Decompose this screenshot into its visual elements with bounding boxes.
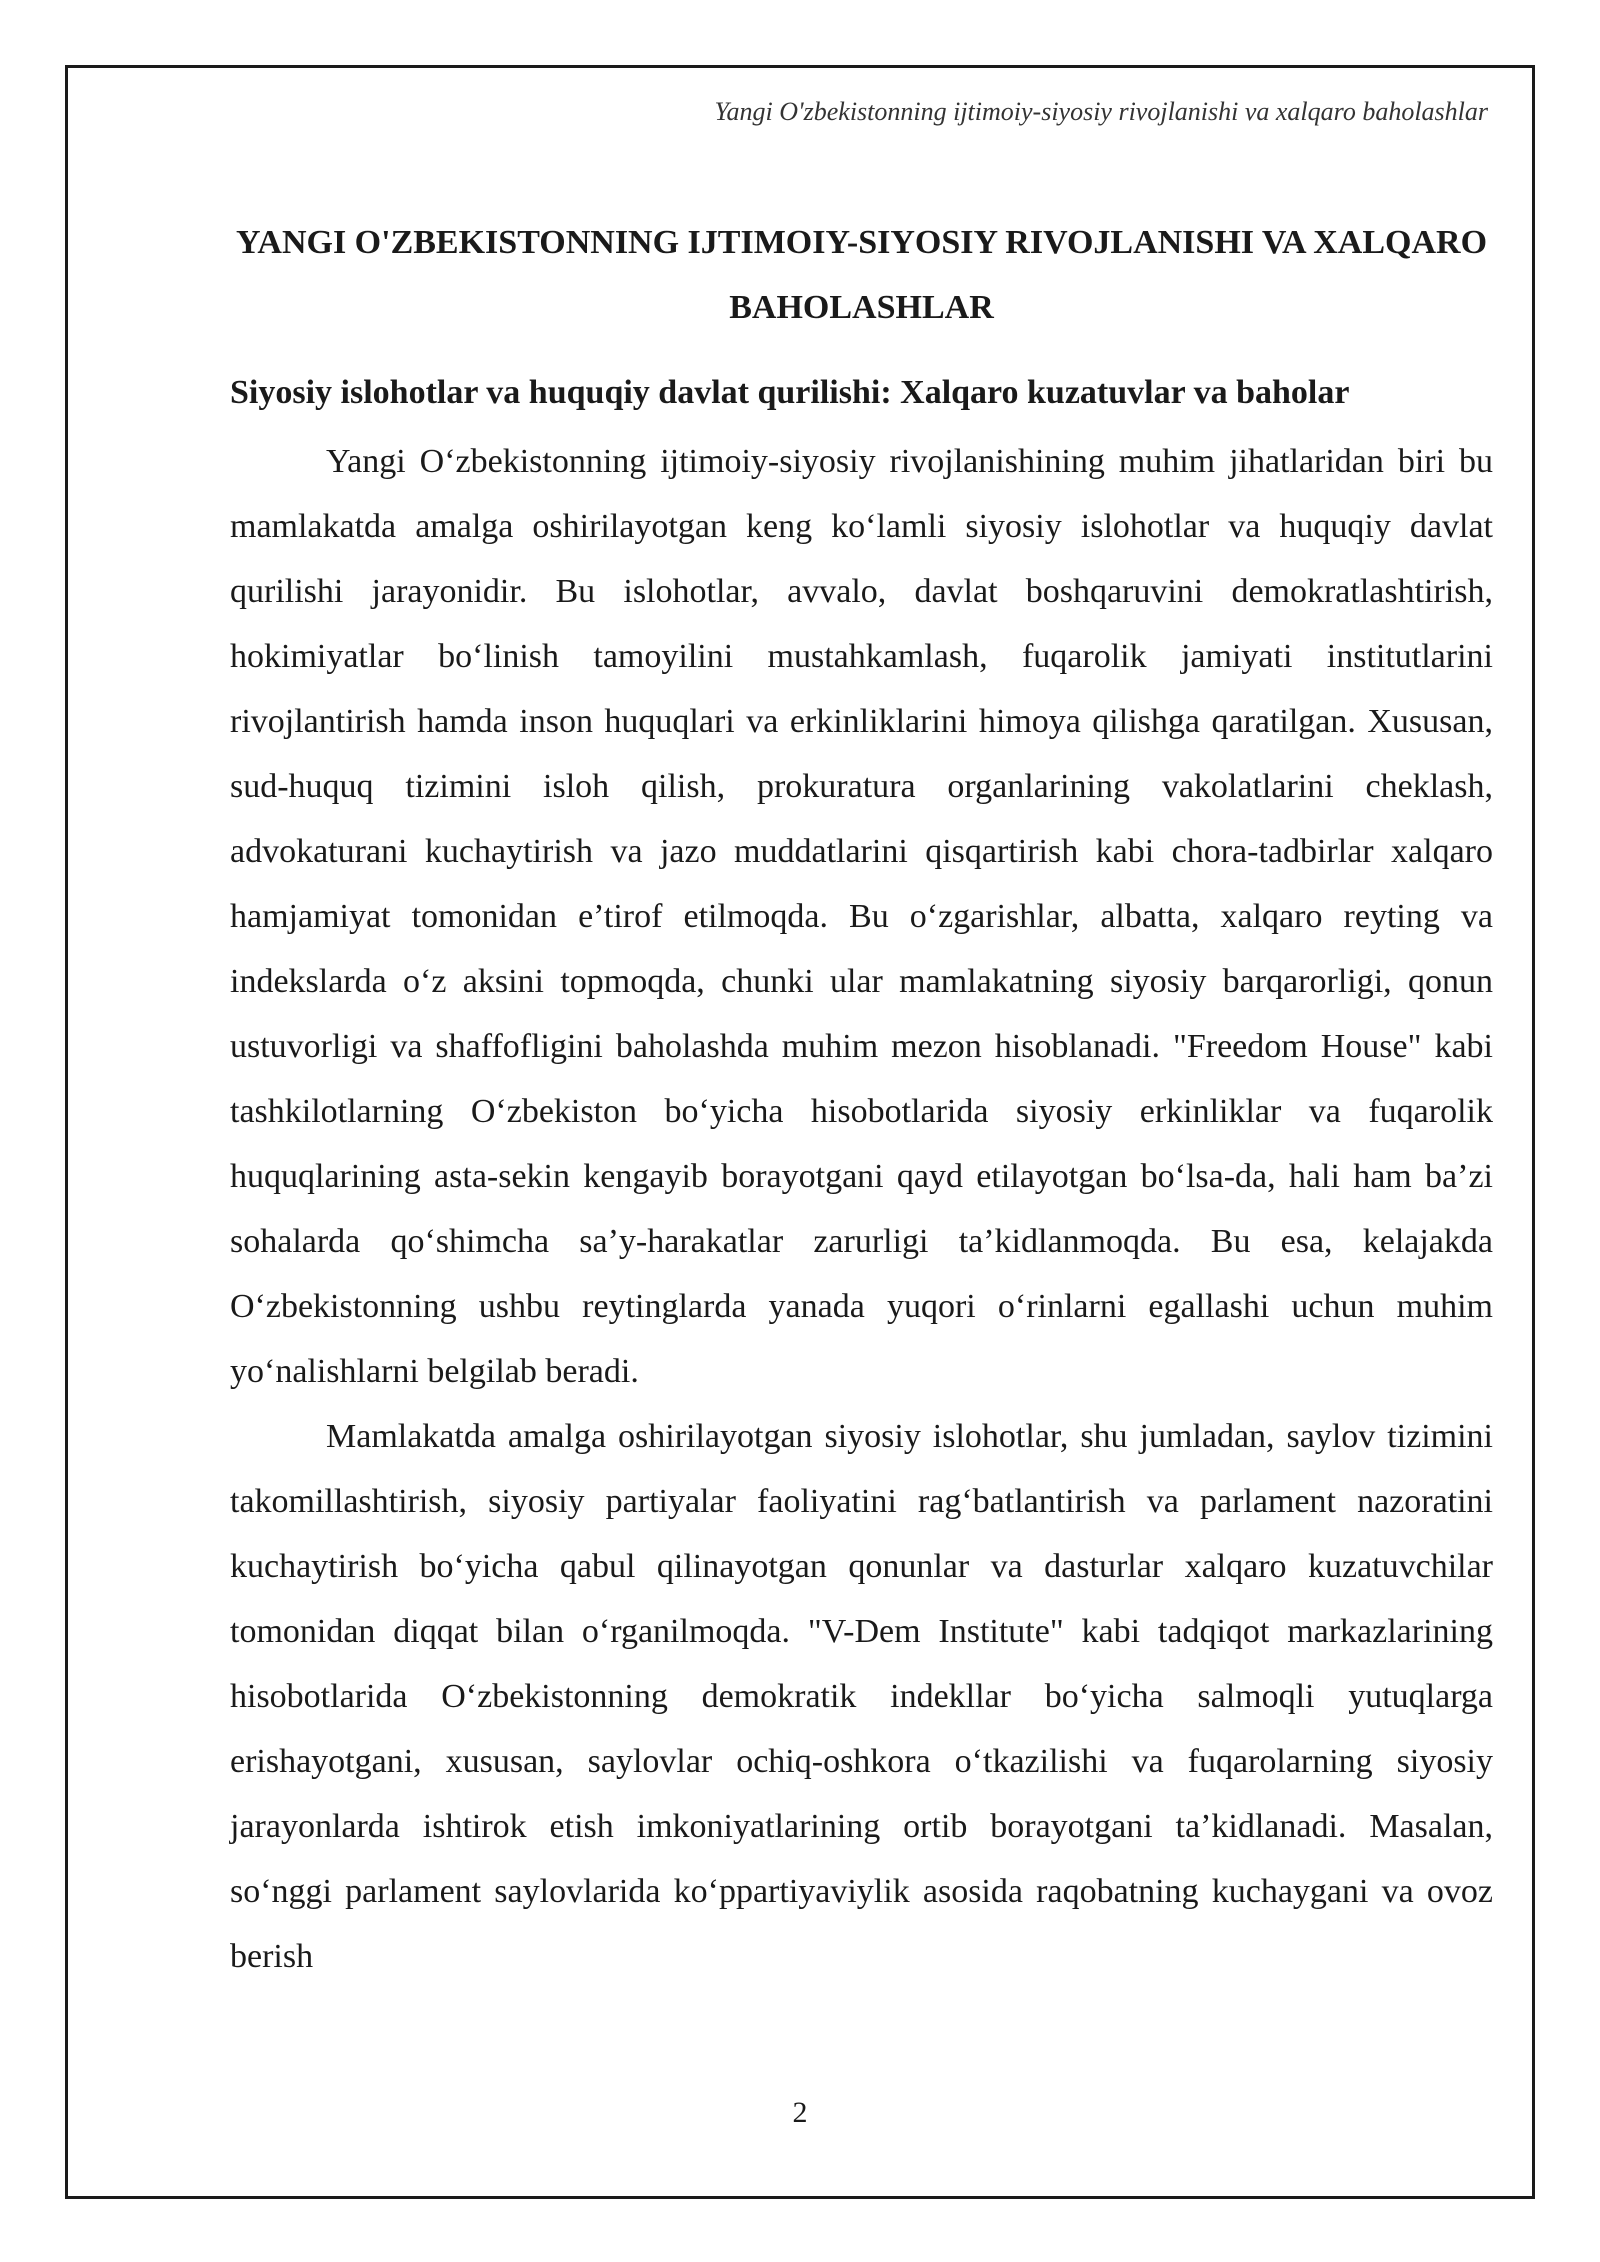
- section-heading: Siyosiy islohotlar va huquqiy davlat qurilishi: Xalqaro kuzatuvlar va baholar: [230, 374, 1350, 411]
- document-title: YANGI O'ZBEKISTONNING IJTIMOIY-SIYOSIY RIVOJLANISHI VA XALQARO BAHOLASHLAR: [235, 224, 1488, 326]
- paragraph-1: Yangi O‘zbekistonning ijtimoiy-siyosiy rivojlanishining muhim jihatlaridan biri bu mamlakatda amalga oshirilayotgan keng ko‘lamli siyosiy islohotlar va huquqiy davlat qurilishi jarayonidir. Bu islohotlar, avvalo, davlat boshqaruvini demokratlashtirish, hokimiyatlar bo‘linish tamoyilini mustahkamlash, fuqarolik jamiyati institutlarini rivojlantirish hamda inson huquqlari va erkinliklarini himoya qilishga qaratilgan. Xususan, sud-huquq tizimini isloh qilish, prokuratura organlarining vakolatlarini cheklash, advokaturani kuchaytirish va jazo muddatlarini qisqartirish kabi chora-tadbirlar xalqaro hamjamiyat tomonidan e’tirof etilmoqda. Bu o‘zgarishlar, albatta, xalqaro reyting va indekslarda o‘z aksini topmoqda, chunki ular mamlakatning siyosiy barqarorligi, qonun ustuvorligi va shaffofligini baholashda muhim mezon hisoblanadi. "Freedom House" kabi tashkilotlarning O‘zbekiston bo‘yicha hisobotlarida siyosiy erkinliklar va fuqarolik huquqlarining asta-sekin kengayib borayotgani qayd etilayotgan bo‘lsa-da, hali ham ba’zi sohalarda qo‘shimcha sa’y-harakatlar zarurligi ta’kidlanmoqda. Bu esa, kelajakda O‘zbekistonning ushbu reytinglarda yanada yuqori o‘rinlarni egallashi uchun muhim yo‘nalishlarni belgilab beradi.: [230, 443, 1493, 1390]
- running-header: Yangi O'zbekistonning ijtimoiy-siyosiy rivojlanishi va xalqaro baholashlar: [714, 97, 1488, 126]
- paragraph-2: Mamlakatda amalga oshirilayotgan siyosiy islohotlar, shu jumladan, saylov tizimini takomillashtirish, siyosiy partiyalar faoliyatini rag‘batlantirish va parlament nazoratini kuchaytirish bo‘yicha qabul qilinayotgan qonunlar va dasturlar xalqaro kuzatuvchilar tomonidan diqqat bilan o‘rganilmoqda. "V-Dem Institute" kabi tadqiqot markazlarining hisobotlarida O‘zbekistonning demokratik indekllar bo‘yicha salmoqli yutuqlarga erishayotgani, xususan, saylovlar ochiq-oshkora o‘tkazilishi va fuqarolarning siyosiy jarayonlarda ishtirok etish imkoniyatlarining ortib borayotgani ta’kidlanadi. Masalan, so‘nggi parlament saylovlarida ko‘ppartiyaviylik asosida raqobatning kuchaygani va ovoz berish: [230, 1418, 1493, 1975]
- page-number: 2: [792, 2096, 808, 2129]
- document-body: [230, 210, 1493, 1989]
